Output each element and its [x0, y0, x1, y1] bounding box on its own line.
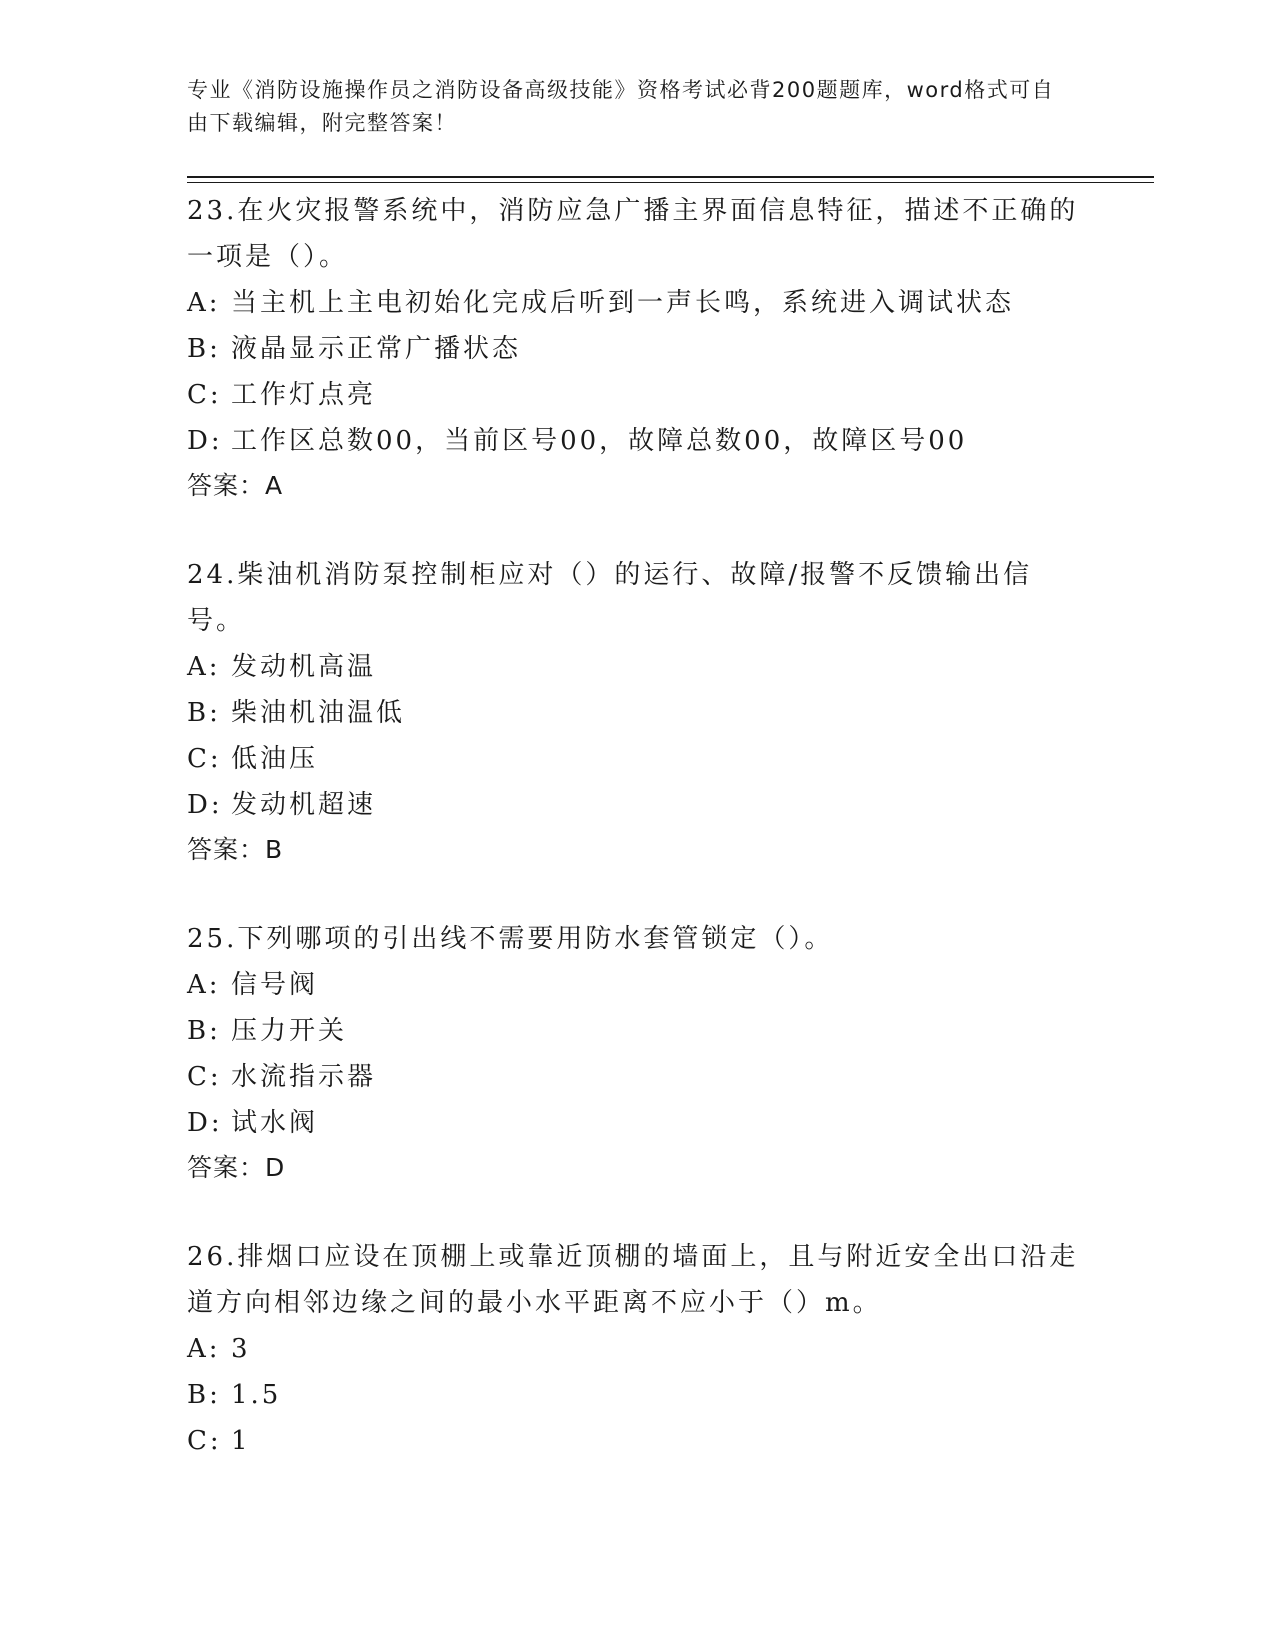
question-stem: 26.排烟口应设在顶棚上或靠近顶棚的墙面上，且与附近安全出口沿走道方向相邻边缘之间的最小水平距离不应小于（）m。: [187, 1242, 1079, 1318]
option-letter: B:: [187, 334, 221, 364]
option-letter: B:: [187, 1016, 221, 1046]
option-text: 柴油机油温低: [231, 698, 406, 728]
option-letter: A:: [187, 652, 221, 682]
option-a: [187, 962, 1087, 1008]
question-list: [187, 188, 1087, 1464]
option-letter: D:: [187, 1108, 223, 1138]
answer-line: 答案：B: [187, 835, 284, 864]
option-d: [187, 782, 1087, 828]
option-text: 信号阀: [231, 970, 319, 1000]
option-a: [187, 280, 1087, 326]
option-b: [187, 690, 1087, 736]
option-a: [187, 644, 1087, 690]
option-letter: C:: [187, 1062, 222, 1092]
option-letter: D:: [187, 426, 223, 456]
question-23: [187, 188, 1087, 508]
question-25: [187, 916, 1087, 1190]
option-letter: A:: [187, 970, 221, 1000]
question-24: [187, 552, 1087, 872]
header-rule-thin: [187, 182, 1154, 183]
option-text: 液晶显示正常广播状态: [231, 334, 522, 364]
option-c: [187, 1418, 1087, 1464]
option-text: 试水阀: [231, 1108, 319, 1138]
option-letter: D:: [187, 790, 223, 820]
option-b: [187, 326, 1087, 372]
question-stem: 23.在火灾报警系统中，消防应急广播主界面信息特征，描述不正确的一项是（）。: [187, 196, 1079, 272]
option-text: 工作灯点亮: [231, 380, 377, 410]
option-letter: C:: [187, 380, 222, 410]
option-letter: B:: [187, 1380, 221, 1410]
option-b: [187, 1372, 1087, 1418]
option-letter: C:: [187, 744, 222, 774]
option-letter: B:: [187, 698, 221, 728]
option-text: 发动机高温: [231, 652, 377, 682]
option-letter: C:: [187, 1426, 222, 1456]
option-text: 发动机超速: [231, 790, 377, 820]
question-stem: 25.下列哪项的引出线不需要用防水套管锁定（）。: [187, 924, 834, 954]
answer-line: 答案：A: [187, 471, 284, 500]
option-text: 当主机上主电初始化完成后听到一声长鸣，系统进入调试状态: [231, 288, 1015, 318]
header-rule-thick: [187, 176, 1154, 178]
option-text: 1: [231, 1426, 251, 1456]
option-text: 1.5: [231, 1380, 282, 1410]
option-text: 压力开关: [231, 1016, 348, 1046]
question-stem: 24.柴油机消防泵控制柜应对（）的运行、故障/报警不反馈输出信号。: [187, 560, 1033, 636]
option-c: [187, 736, 1087, 782]
document-header: 专业《消防设施操作员之消防设备高级技能》资格考试必背200题题库，word格式可自由下载编辑，附完整答案！: [187, 78, 1055, 135]
option-letter: A:: [187, 1334, 221, 1364]
option-c: [187, 1054, 1087, 1100]
option-text: 工作区总数00，当前区号00，故障总数00，故障区号00: [231, 426, 968, 456]
option-c: [187, 372, 1087, 418]
option-text: 3: [231, 1334, 251, 1364]
question-26: [187, 1234, 1087, 1464]
option-text: 水流指示器: [231, 1062, 377, 1092]
option-b: [187, 1008, 1087, 1054]
option-d: [187, 1100, 1087, 1146]
answer-line: 答案：D: [187, 1153, 286, 1182]
option-d: [187, 418, 1087, 464]
option-letter: A:: [187, 288, 221, 318]
option-a: [187, 1326, 1087, 1372]
option-text: 低油压: [231, 744, 319, 774]
